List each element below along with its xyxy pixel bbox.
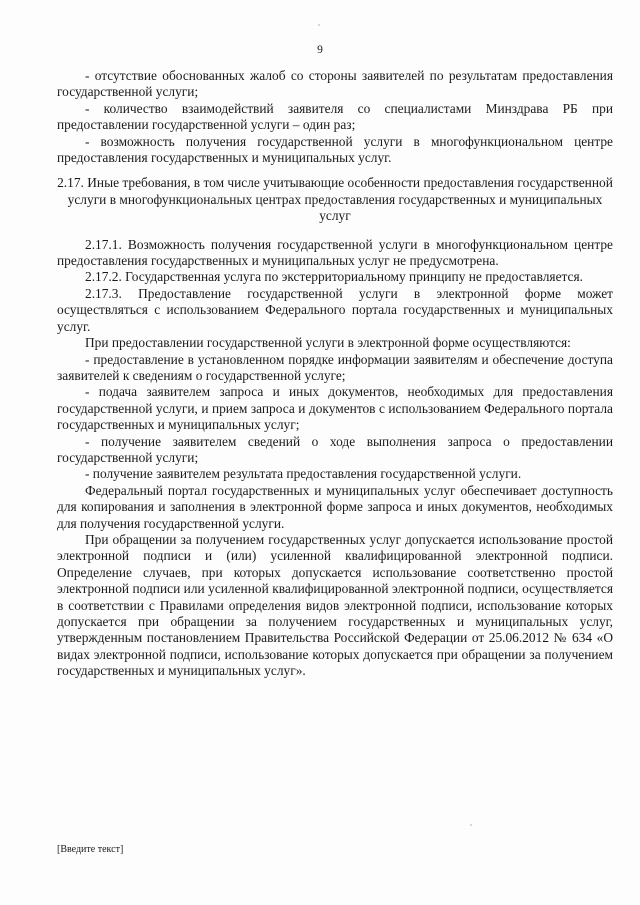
electronic-intro: При предоставлении государственной услуги в электронной форме осуществляются: (85, 335, 571, 351)
scan-speck (470, 824, 472, 826)
list-item: - отсутствие обоснованных жалоб со стороны заявителей по результатам предоставления государственной услуги; (57, 68, 613, 100)
list-item: - получение заявителем результата предоставления государственной услуги. (85, 466, 522, 482)
scan-speck (318, 24, 320, 26)
portal-paragraph: Федеральный портал государственных и муниципальных услуг обеспечивает доступность для копирования и заполнения в электронной форме запроса и иных документов, необходимых для получения государственной услуги. (57, 482, 613, 531)
list-item: - предоставление в установленном порядке информации заявителям и обеспечение доступа заявителей к сведениям о государственной услуге; (57, 351, 613, 383)
signature-paragraph: При обращении за получением государственных услуг допускается использование простой электронной подписи и (или) усиленной квалифицированной электронной подписи. Определение случаев, при которых допускается использование соответственно простой электронной подписи или усиленной квалифицированной электронной подписи, осуществляется в соответствии с Правилами определения видов электронной подписи, использование которых допускается при обращении за получением государственных и муниципальных услуг, утвержденным постановлением Правительства Российской Федерации от 25.06.2012 № 634 «О видах электронной подписи, использование которых допускается при обращении за получением государственных и муниципальных услуг». (57, 531, 613, 679)
clause-paragraph: 2.17.2. Государственная услуга по экстерриториальному принципу не предоставляется. (85, 269, 583, 285)
clause-paragraph: 2.17.3. Предоставление государственной услуги в электронной форме может осуществляться с использованием Федерального портала государственных и муниципальных услуг. (57, 285, 613, 334)
list-item: - получение заявителем сведений о ходе выполнения запроса о предоставлении государственной услуги; (57, 433, 613, 465)
document-body (57, 68, 613, 680)
list-item: - количество взаимодействий заявителя со специалистами Минздрава РБ при предоставлении государственной услуги – один раз; (57, 100, 613, 133)
section-heading: 2.17. Иные требования, в том числе учитывающие особенности предоставления государственной услуги в многофункциональных центрах предоставления государственных и муниципальных услуг (57, 175, 613, 224)
footer-placeholder[interactable]: [Введите текст] (57, 844, 124, 855)
clause-paragraph: 2.17.1. Возможность получения государственной услуги в многофункциональном центре предоставления государственных и муниципальных услуг не предусмотрена. (57, 236, 613, 269)
page-number: 9 (317, 44, 323, 56)
list-item: - подача заявителем запроса и иных документов, необходимых для предоставления государственной услуги, и прием запроса и документов с использованием Федерального портала государственных и муниципальных услуг; (57, 384, 613, 433)
list-item: - возможность получения государственной услуги в многофункциональном центре предоставления государственных и муниципальных услуг. (57, 133, 613, 166)
